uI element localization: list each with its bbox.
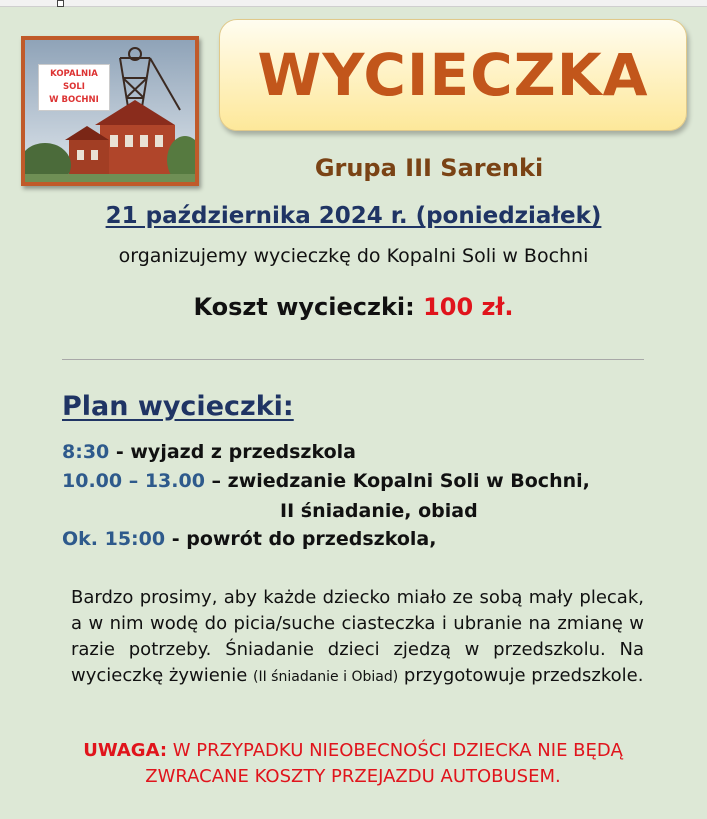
page-title: WYCIECZKA — [257, 41, 649, 109]
trip-cost — [0, 293, 707, 321]
note-small: (II śniadanie i Obiad) — [253, 669, 399, 685]
plan-item — [62, 528, 436, 550]
plan-text: - powrót do przedszkola, — [165, 528, 437, 550]
warning-notice — [62, 738, 644, 790]
group-name: Grupa III Sarenki — [314, 154, 544, 182]
salt-mine-photo — [21, 36, 199, 186]
plan-time: Ok. 15:00 — [62, 528, 166, 550]
cost-value: 100 zł. — [423, 293, 514, 321]
trip-date: 21 października 2024 r. (poniedziałek) — [105, 203, 602, 229]
plan-item — [62, 441, 356, 463]
mine-sign — [38, 64, 110, 111]
trip-description: organizujemy wycieczkę do Kopalni Soli w Bochni — [118, 245, 589, 267]
plan-sub-item: II śniadanie, obiad — [280, 500, 478, 522]
plan-heading: Plan wycieczki: — [62, 391, 294, 422]
title-banner — [219, 19, 687, 131]
warning-text: W PRZYPADKU NIEOBECNOŚCI DZIECKA NIE BĘDĄ ZWRACANE KOSZTY PRZEJAZDU AUTOBUSEM. — [145, 740, 623, 787]
note-main: Bardzo prosimy, aby każde dziecko miało ze sobą mały plecak, a w nim wodę do picia/suche ciasteczka i ubranie na zmianę w razie potrzeby. Śniadanie dzieci zjedzą w przedszkolu. Na wycieczkę żywienie — [71, 587, 644, 686]
mine-illustration — [25, 40, 195, 182]
top-ruler — [0, 0, 707, 7]
divider — [62, 359, 644, 360]
parent-note — [71, 585, 644, 690]
sign-line: KOPALNIA — [50, 69, 98, 79]
plan-text: - wyjazd z przedszkola — [109, 441, 356, 463]
resize-handle[interactable] — [57, 0, 64, 7]
plan-time: 10.00 – 13.00 — [62, 470, 205, 492]
cost-label: Koszt wycieczki: — [193, 293, 415, 321]
sign-line: W BOCHNI — [49, 95, 99, 105]
plan-time: 8:30 — [62, 441, 110, 463]
sign-line: SOLI — [63, 82, 85, 92]
note-tail: przygotowuje przedszkole. — [398, 665, 644, 686]
plan-text: – zwiedzanie Kopalni Soli w Bochni, — [204, 470, 590, 492]
warning-label: UWAGA: — [83, 740, 168, 761]
plan-item — [62, 470, 590, 492]
